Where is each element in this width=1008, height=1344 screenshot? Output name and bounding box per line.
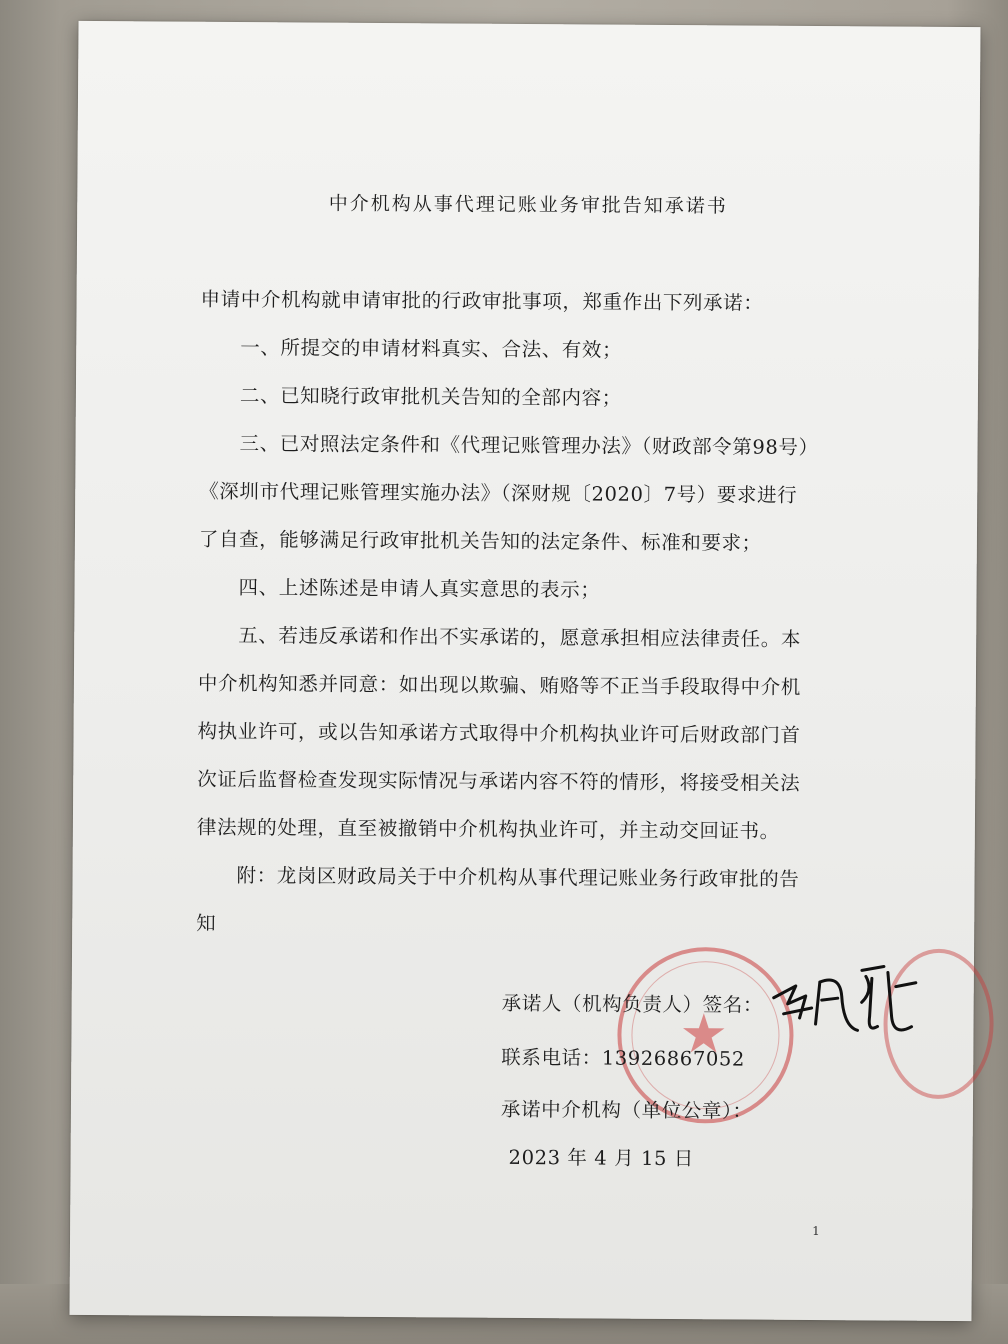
signing-date: 2023 年 4 月 15 日 (508, 1145, 695, 1171)
clause-3-line-1: 三、已对照法定条件和《代理记账管理办法》（财政部令第98号） (239, 432, 819, 460)
clause-5-line-5: 律法规的处理，直至被撤销中介机构执业许可，并主动交回证书。 (196, 815, 780, 843)
clause-5-line-4: 次证后监督检查发现实际情况与承诺内容不符的情形，将接受相关法 (197, 767, 801, 795)
clause-3-line-2: 《深圳市代理记账管理实施办法》（深财规〔2020〕7号）要求进行 (199, 479, 798, 507)
clause-5-line-3: 构执业许可，或以告知承诺方式取得中介机构执业许可后财政部门首 (197, 719, 801, 747)
phone-value: 13926867052 (601, 1046, 745, 1071)
clause-2: 二、已知晓行政审批机关告知的全部内容； (239, 384, 622, 410)
clause-5-line-2: 中介机构知悉并同意：如出现以欺骗、贿赂等不正当手段取得中介机 (197, 671, 801, 699)
intro-line: 申请中介机构就申请审批的行政审批事项，郑重作出下列承诺： (200, 287, 764, 315)
clause-4: 四、上述陈述是申请人真实意思的表示； (238, 575, 601, 602)
document-page (69, 21, 980, 1321)
seal-star-icon: ★ (679, 1002, 729, 1066)
attachment-line-2: 知 (196, 911, 217, 935)
phone-line (501, 1042, 1008, 1074)
phone-label: 联系电话： (501, 1045, 602, 1070)
promisor-signature-label: 承诺人（机构负责人）签名： (501, 991, 764, 1017)
seal-inner-ring (631, 961, 780, 1110)
document-title: 中介机构从事代理记账业务审批告知承诺书 (328, 192, 728, 218)
clause-5-line-1: 五、若违反承诺和作出不实承诺的，愿意承担相应法律责任。本 (238, 623, 802, 651)
clause-3-line-3: 了自查，能够满足行政审批机关告知的法定条件、标准和要求； (198, 527, 762, 555)
secondary-seal (883, 949, 994, 1100)
agency-seal-label: 承诺中介机构（单位公章）： (500, 1097, 753, 1123)
page-number: 1 (812, 1224, 820, 1239)
clause-1: 一、所提交的申请材料真实、合法、有效； (240, 336, 623, 362)
attachment-line-1: 附：龙岗区财政局关于中介机构从事代理记账业务行政审批的告 (236, 863, 800, 891)
